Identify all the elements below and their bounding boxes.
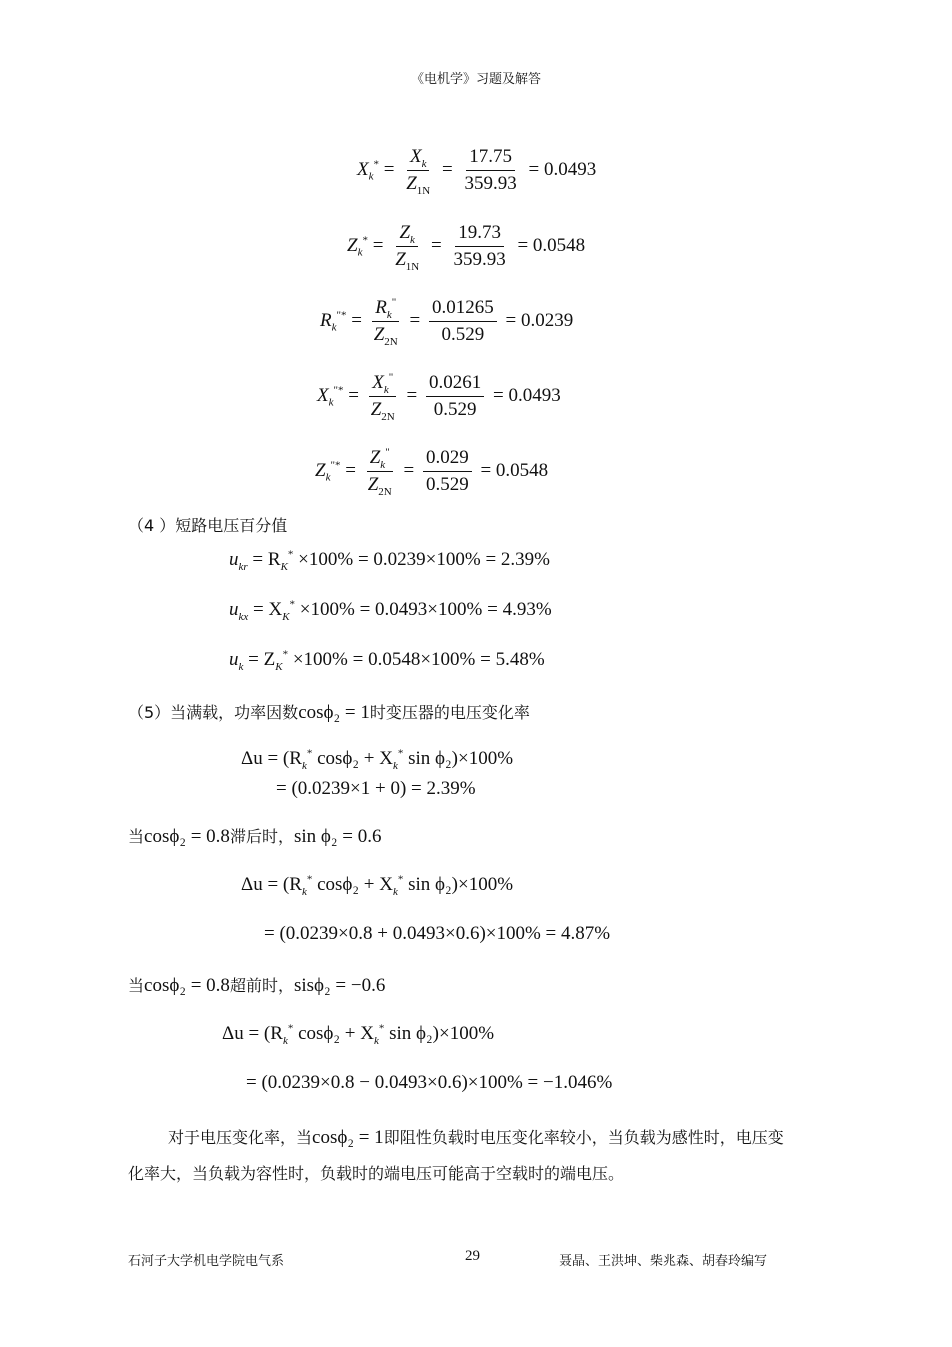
eq-du-leading-result: = (0.0239×0.8 − 0.0493×0.6)×100% = −1.046% xyxy=(246,1072,613,1093)
eq-du-full-load-result: = (0.0239×1 + 0) = 2.39% xyxy=(276,778,476,799)
footer-authors: 聂晶、王洪坤、柴兆森、胡春玲编写 xyxy=(559,1254,768,1269)
conclusion-line-1: 对于电压变化率，当cosϕ₂ = 1即阻性负载时电压变化率较小，当负载为感性时，电压变 xyxy=(168,1127,784,1148)
eq-xk2-pu: $X_k^{"*}$ = $\frac{X_k^"}{Z_{2N}}$ = $\frac{0.0261}{0.529}$ = 0.0493 xyxy=(317,371,561,423)
page-header xyxy=(0,68,952,87)
header-title: 《电机学》习题及解答 xyxy=(410,72,541,87)
eq-rk2-pu: $R_k^{"*}$ = $\frac{R_k^"}{Z_{2N}}$ = $\frac{0.01265}{0.529}$ = 0.0239 xyxy=(320,296,574,348)
page-number: 29 xyxy=(465,1248,480,1264)
lagging-condition: 当cosϕ₂ = 0.8滞后时，sin ϕ₂ = 0.6 xyxy=(128,826,382,847)
footer-department: 石河子大学机电学院电气系 xyxy=(128,1254,285,1269)
eq-uk: $u_k = Z_K^* \times 100\% = 0.0548\times 100\% = 5.48\%$ xyxy=(229,648,545,673)
eq-ukx: $u_{kx} = X_K^* \times 100\% = 0.0493\times 100\% = 4.93\%$ xyxy=(229,598,552,623)
eq-ukr: $u_{kr} = R_K^* \times 100\% = 0.0239\times 100\% = 2.39\%$ xyxy=(229,548,550,573)
conclusion-line-2: 化率大，当负载为容性时，负载时的端电压可能高于空载时的端电压。 xyxy=(128,1164,625,1183)
leading-condition: 当cosϕ₂ = 0.8超前时，sisϕ₂ = −0.6 xyxy=(128,975,386,996)
eq-du-full-load: $\Delta u = (R_k^*$ $\cos\phi_2 + X_k^*$ sin ϕ₂)×100% xyxy=(241,747,514,772)
section-5-heading: （5）当满载，功率因数cosϕ₂ = 1时变压器的电压变化率 xyxy=(128,702,530,723)
eq-du-lagging: $\Delta u = (R_k^*$ $\cos\phi_2 + X_k^*$ sin ϕ₂)×100% xyxy=(241,873,514,898)
eq-xk-pu: $X_k^*$ = $\frac{X_k}{Z_{1N}}$ = $\frac{17.75}{359.93}$ = 0.0493 xyxy=(357,146,597,197)
eq-zk2-pu: $Z_k^{"*}$ = $\frac{Z_k^"}{Z_{2N}}$ = $\frac{0.029}{0.529}$ = 0.0548 xyxy=(315,446,549,498)
eq-du-lagging-result: = (0.0239×0.8 + 0.0493×0.6)×100% = 4.87% xyxy=(264,923,611,944)
eq-du-leading: $\Delta u = (R_k^*$ $\cos\phi_2 + X_k^*$ sin ϕ₂)×100% xyxy=(222,1022,495,1047)
eq-zk-pu: $Z_k^*$ = $\frac{Z_k}{Z_{1N}}$ = $\frac{19.73}{359.93}$ = 0.0548 xyxy=(347,222,586,273)
section-4-heading: （4 ）短路电压百分值 xyxy=(128,516,288,535)
